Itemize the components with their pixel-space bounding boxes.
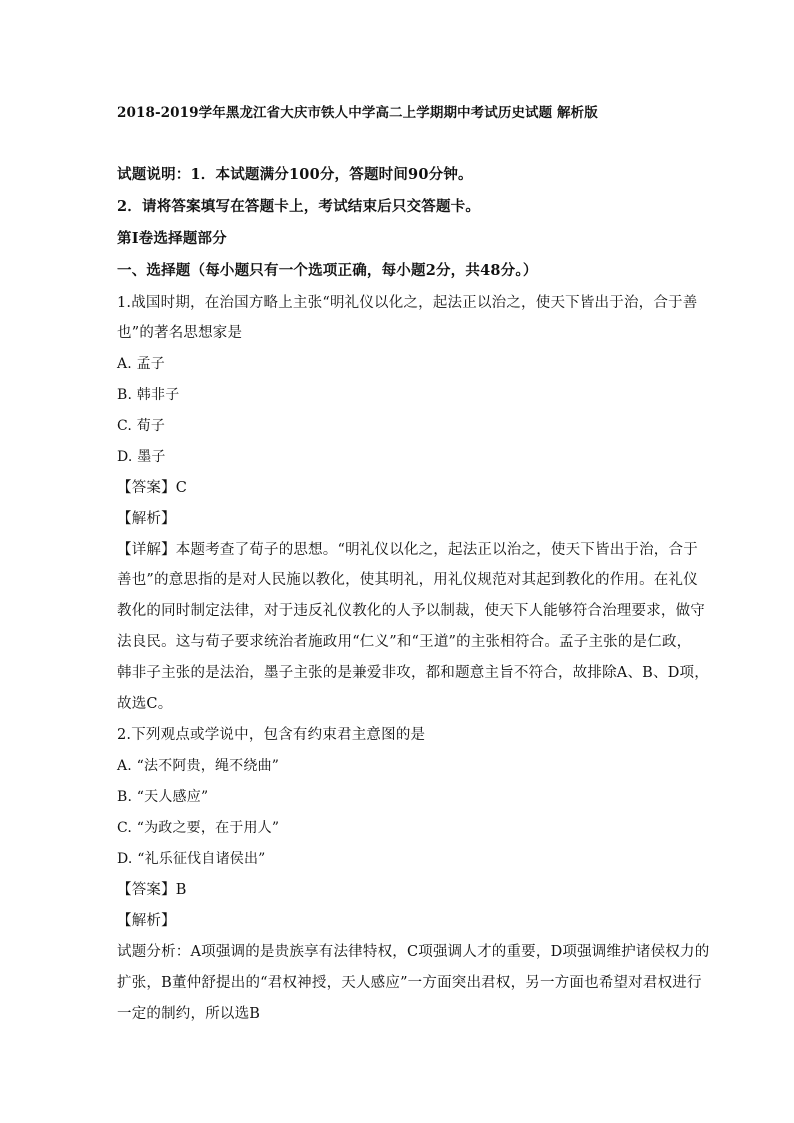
document-title: 2018-2019学年黑龙江省大庆市铁人中学高二上学期期中考试历史试题 解析版 <box>117 105 598 121</box>
question-2-analysis-label: 【解析】 <box>117 913 176 929</box>
question-1-stem-line-2: 也”的著名思想家是 <box>117 325 243 341</box>
question-2-stem-line-1: 2.下列观点或学说中，包含有约束君主意图的是 <box>117 727 426 743</box>
question-1-option-b: B. 韩非子 <box>117 387 180 403</box>
question-1-analysis-line-4: 法良民。这与荀子要求统治者施政用“仁义”和“王道”的主张相符合。孟子主张的是仁政， <box>117 634 692 650</box>
instruction-1: 试题说明：1．本试题满分100分，答题时间90分钟。 <box>117 166 473 183</box>
question-1-answer: 【答案】C <box>117 480 188 496</box>
question-1-option-d: D. 墨子 <box>117 449 166 465</box>
question-1-analysis-label: 【解析】 <box>117 511 176 527</box>
question-1-analysis-line-6: 故选C。 <box>117 696 173 712</box>
question-2-analysis-line-3: 一定的制约，所以选B <box>117 1006 261 1022</box>
question-2-analysis-line-1: 试题分析：A项强调的是贵族享有法律特权，C项强调人才的重要，D项强调维护诸侯权力的 <box>117 944 710 960</box>
question-2-option-a: A. “法不阿贵，绳不绕曲” <box>117 758 280 774</box>
question-2-analysis-line-2: 扩张，B董仲舒提出的“君权神授，天人感应”一方面突出君权，另一方面也希望对君权进行 <box>117 975 702 991</box>
question-2-option-d: D. “礼乐征伐自诸侯出” <box>117 851 266 867</box>
question-1-option-a: A. 孟子 <box>117 356 166 372</box>
question-2-option-b: B. “天人感应” <box>117 789 209 805</box>
question-1-analysis-line-1: 【详解】本题考查了荀子的思想。“明礼仪以化之，起法正以治之，使天下皆出于治，合于 <box>117 542 698 558</box>
question-1-stem-line-1: 1.战国时期，在治国方略上主张“明礼仪以化之，起法正以治之，使天下皆出于治，合于善 <box>117 295 698 311</box>
question-2-option-c: C. “为政之要，在于用人” <box>117 820 280 836</box>
question-1-analysis-line-2: 善也”的意思指的是对人民施以教化，使其明礼，用礼仪规范对其起到教化的作用。在礼仪 <box>117 572 698 588</box>
question-1-analysis-line-5: 韩非子主张的是法治，墨子主张的是兼爱非攻，都和题意主旨不符合，故排除A、B、D项， <box>117 665 709 681</box>
question-1-analysis-line-3: 教化的同时制定法律，对于违反礼仪教化的人予以制裁，使天下人能够符合治理要求，做守 <box>117 603 705 619</box>
question-2-answer: 【答案】B <box>117 882 187 898</box>
instruction-2: 2．请将答案填写在答题卡上，考试结束后只交答题卡。 <box>117 198 481 215</box>
section-heading: 一、选择题（每小题只有一个选项正确，每小题2分，共48分。） <box>117 262 538 279</box>
volume-heading: 第Ⅰ卷选择题部分 <box>117 230 227 247</box>
question-1-option-c: C. 荀子 <box>117 418 166 434</box>
